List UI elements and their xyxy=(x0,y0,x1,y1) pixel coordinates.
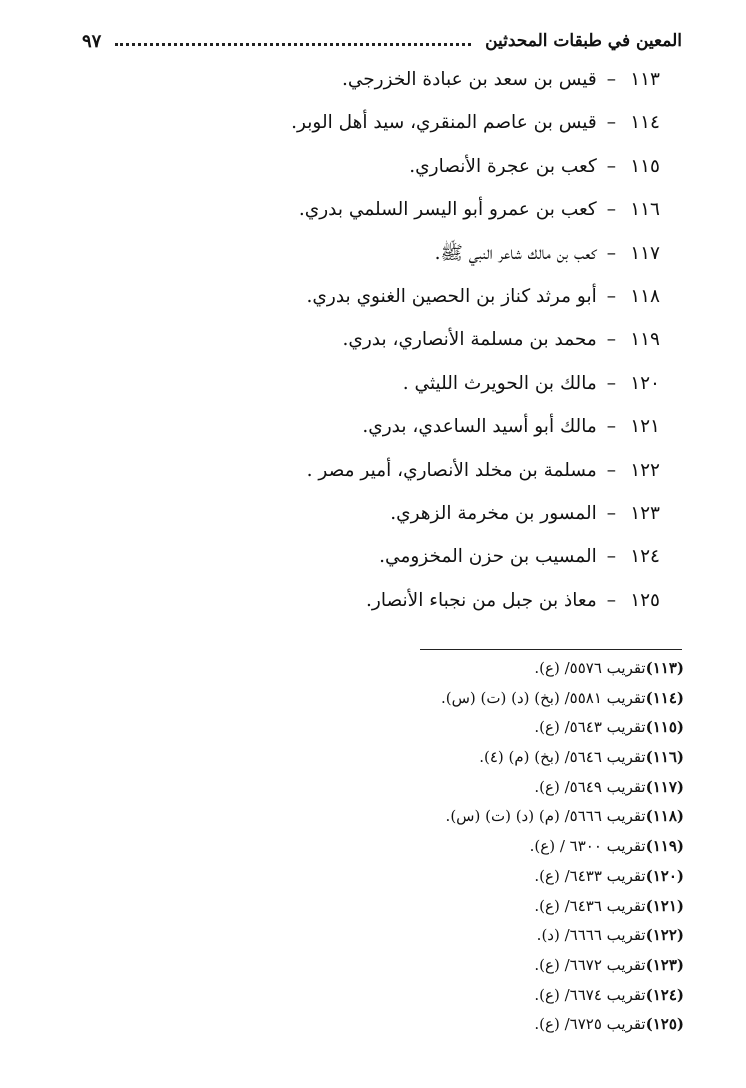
entry-116 xyxy=(100,188,660,231)
entry-text: محمد بن مسلمة الأنصاري، بدري. xyxy=(342,329,597,351)
footnote-number: (١٢٤) xyxy=(645,985,684,1004)
footnote-number: (١١٩) xyxy=(645,837,684,856)
footnote-text: تقريب ٥٥٨١/ (بخ) (د) (ت) (س). xyxy=(440,688,646,707)
entry-dash: – xyxy=(606,459,616,481)
entry-120 xyxy=(100,362,660,405)
running-header xyxy=(82,26,682,56)
footnote-121 xyxy=(124,892,684,922)
entry-number: ١١٤ xyxy=(630,112,660,134)
entry-number: ١٢٥ xyxy=(630,589,660,611)
entry-dash: – xyxy=(606,589,616,611)
entry-dash: – xyxy=(606,546,616,568)
entry-text: مالك أبو أسيد الساعدي، بدري. xyxy=(362,416,597,438)
entry-text: كعب بن مالك شاعر النبي ﷺ. xyxy=(434,242,597,264)
header-title: المعين في طبقات المحدثين xyxy=(485,31,682,51)
entry-text: معاذ بن جبل من نجباء الأنصار. xyxy=(366,589,597,611)
footnote-text: تقريب ٦٦٧٤/ (ع). xyxy=(534,985,646,1004)
entry-125 xyxy=(100,579,660,622)
footnote-separator xyxy=(420,649,682,650)
footnote-number: (١١٧) xyxy=(645,777,684,796)
footnote-124 xyxy=(124,981,684,1011)
footnote-120 xyxy=(124,862,684,892)
entry-number: ١١٩ xyxy=(630,329,660,351)
entry-text: مالك بن الحويرث الليثي . xyxy=(402,372,597,394)
entry-text: قيس بن عاصم المنقري، سيد أهل الوبر. xyxy=(291,112,597,134)
entry-text: أبو مرثد كناز بن الحصين الغنوي بدري. xyxy=(306,285,597,307)
entry-text: المسيب بن حزن المخزومي. xyxy=(379,546,597,568)
entry-text: مسلمة بن مخلد الأنصاري، أمير مصر . xyxy=(306,459,597,481)
footnote-123 xyxy=(124,951,684,981)
footnote-number: (١٢٠) xyxy=(645,866,684,885)
entry-115 xyxy=(100,145,660,188)
entry-dash: – xyxy=(606,199,616,221)
entry-dash: – xyxy=(606,329,616,351)
entry-dash: – xyxy=(606,112,616,134)
entry-number: ١١٥ xyxy=(630,155,660,177)
entry-text: قيس بن سعد بن عبادة الخزرجي. xyxy=(341,69,597,90)
footnote-number: (١١٤) xyxy=(645,688,684,707)
entry-119 xyxy=(100,318,660,361)
footnote-text: تقريب ٥٦٤٦/ (بخ) (م) (٤). xyxy=(479,748,646,767)
footnote-text: تقريب ٥٦٦٦/ (م) (د) (ت) (س). xyxy=(445,807,646,826)
page-number: ٩٧ xyxy=(82,30,102,52)
footnote-text: تقريب ٥٦٤٩/ (ع). xyxy=(534,777,646,796)
entry-number: ١٢٢ xyxy=(630,459,660,481)
footnote-number: (١١٣) xyxy=(645,659,684,677)
entry-number: ١٢٠ xyxy=(630,372,660,394)
footnote-text: تقريب ٥٦٤٣/ (ع). xyxy=(534,718,646,737)
entry-118 xyxy=(100,275,660,318)
footnote-113 xyxy=(124,654,684,684)
entry-113 xyxy=(100,58,660,101)
footnote-116 xyxy=(124,743,684,773)
footnote-number: (١٢١) xyxy=(645,896,684,915)
entry-number: ١٢٣ xyxy=(630,502,660,524)
footnote-number: (١٢٢) xyxy=(645,926,684,945)
footnote-text: تقريب ٦٦٧٢/ (ع). xyxy=(534,955,646,974)
footnote-number: (١٢٥) xyxy=(645,1015,684,1034)
entry-text: كعب بن عمرو أبو اليسر السلمي بدري. xyxy=(298,199,597,221)
entry-124 xyxy=(100,535,660,578)
entry-text: المسور بن مخرمة الزهري. xyxy=(390,502,597,524)
footnote-114 xyxy=(124,684,684,714)
footnote-number: (١١٨) xyxy=(645,807,684,826)
footnote-125 xyxy=(124,1010,684,1040)
header-dot-leader xyxy=(115,43,471,46)
footnote-text: تقريب ٦٤٣٦/ (ع). xyxy=(534,896,646,915)
footnote-115 xyxy=(124,713,684,743)
entry-number: ١١٣ xyxy=(630,69,660,90)
entry-121 xyxy=(100,405,660,448)
entry-114 xyxy=(100,101,660,144)
footnotes-list xyxy=(124,654,684,1040)
entry-dash: – xyxy=(606,372,616,394)
entries-list xyxy=(100,58,660,622)
entry-123 xyxy=(100,492,660,535)
entry-dash: – xyxy=(606,69,616,90)
footnote-number: (١٢٣) xyxy=(645,955,684,974)
entry-dash: – xyxy=(606,155,616,177)
entry-number: ١١٧ xyxy=(630,242,660,264)
entry-text: كعب بن عجرة الأنصاري. xyxy=(409,155,597,177)
footnote-text: تقريب ٥٥٧٦/ (ع). xyxy=(534,659,646,677)
entry-number: ١٢٤ xyxy=(630,546,660,568)
footnote-text: تقريب ٦٧٢٥/ (ع). xyxy=(534,1015,646,1034)
footnote-117 xyxy=(124,773,684,803)
entry-dash: – xyxy=(606,242,616,264)
entry-122 xyxy=(100,449,660,492)
footnote-text: تقريب ٦٦٦٦/ (د). xyxy=(536,926,646,945)
footnote-122 xyxy=(124,921,684,951)
entry-dash: – xyxy=(606,502,616,524)
entry-number: ١٢١ xyxy=(630,416,660,438)
entry-number: ١١٨ xyxy=(630,285,660,307)
entry-number: ١١٦ xyxy=(630,199,660,221)
footnote-text: تقريب ٦٤٣٣/ (ع). xyxy=(534,866,646,885)
entry-117 xyxy=(100,232,660,275)
footnote-119 xyxy=(124,832,684,862)
footnote-text: تقريب ٦٣٠٠ / (ع). xyxy=(529,837,646,856)
footnote-number: (١١٥) xyxy=(645,718,684,737)
footnote-118 xyxy=(124,802,684,832)
footnote-number: (١١٦) xyxy=(645,748,684,767)
entry-dash: – xyxy=(606,285,616,307)
entry-dash: – xyxy=(606,416,616,438)
